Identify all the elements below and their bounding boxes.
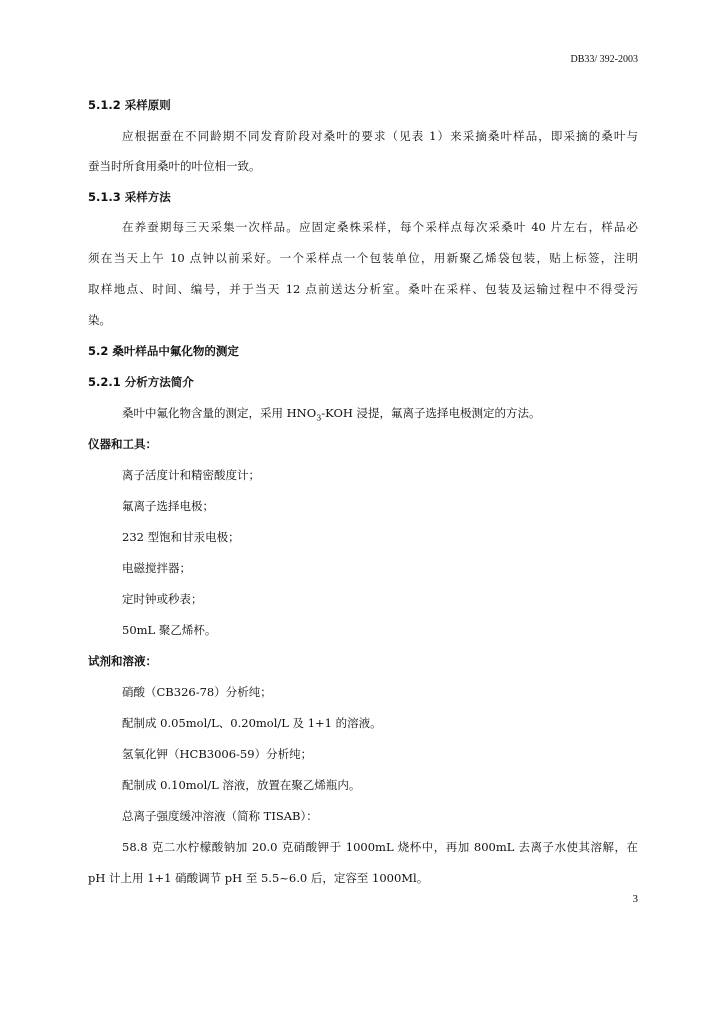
instrument-item: 电磁搅拌器； <box>122 561 191 575</box>
reagent-item: 配制成 0.05mol/L、0.20mol/L 及 1+1 的溶液。 <box>122 716 382 730</box>
paragraph-line: 取样地点、时间、编号，并于当天 12 点前送达分析室。桑叶在采样、包装及运输过程中不得受污 <box>88 282 638 296</box>
instrument-item: 232 型饱和甘汞电极； <box>122 530 240 544</box>
reagent-item: 总离子强度缓冲溶液（简称 TISAB）： <box>122 809 318 823</box>
reagent-item: 配制成 0.10mol/L 溶液，放置在聚乙烯瓶内。 <box>122 778 361 792</box>
paragraph-line: 应根据蚕在不同龄期不同发育阶段对桑叶的要求（见表 1）来采摘桑叶样品，即采摘的桑叶与 <box>122 129 638 143</box>
method-summary-part2: -KOH 浸提，氟离子选择电极测定的方法。 <box>321 406 541 420</box>
instrument-item: 50mL 聚乙烯杯。 <box>122 623 217 637</box>
page-number: 3 <box>632 893 638 905</box>
section-5-2-1-title: 5.2.1 分析方法简介 <box>88 375 194 389</box>
method-summary-part1: 桑叶中氟化物含量的测定，采用 HNO <box>122 406 317 420</box>
paragraph-line: 蚕当时所食用桑叶的叶位相一致。 <box>88 159 261 173</box>
paragraph-line: 在养蚕期每三天采集一次样品。应固定桑株采样，每个采样点每次采桑叶 40 片左右，样品必 <box>122 220 638 234</box>
paragraph-line: 58.8 克二水柠檬酸钠加 20.0 克硝酸钾于 1000mL 烧杯中，再加 800mL 去离子水使其溶解，在 <box>122 840 638 854</box>
paragraph-line: 须在当天上午 10 点钟以前采好。一个采样点一个包装单位，用新聚乙烯袋包装，贴上标签，注明 <box>88 251 638 265</box>
instruments-heading: 仪器和工具： <box>88 437 157 451</box>
document-number: DB33/ 392-2003 <box>570 54 638 65</box>
instrument-item: 氟离子选择电极； <box>122 499 214 513</box>
section-5-2-title: 5.2 桑叶样品中氟化物的测定 <box>88 344 239 358</box>
reagent-item: 硝酸（CB326-78）分析纯； <box>122 685 272 699</box>
paragraph-line: pH 计上用 1+1 硝酸调节 pH 至 5.5~6.0 后，定容至 1000Ml。 <box>88 871 429 885</box>
reagent-item: 氢氧化钾（HCB3006-59）分析纯； <box>122 747 313 761</box>
section-5-1-3-title: 5.1.3 采样方法 <box>88 190 171 204</box>
paragraph-line: 染。 <box>88 313 111 327</box>
instrument-item: 离子活度计和精密酸度计； <box>122 468 260 482</box>
subscript: 3 <box>316 413 322 423</box>
reagents-heading: 试剂和溶液： <box>88 654 157 668</box>
instrument-item: 定时钟或秒表； <box>122 592 203 606</box>
method-summary <box>122 405 541 422</box>
section-5-1-2-title: 5.1.2 采样原则 <box>88 98 171 112</box>
